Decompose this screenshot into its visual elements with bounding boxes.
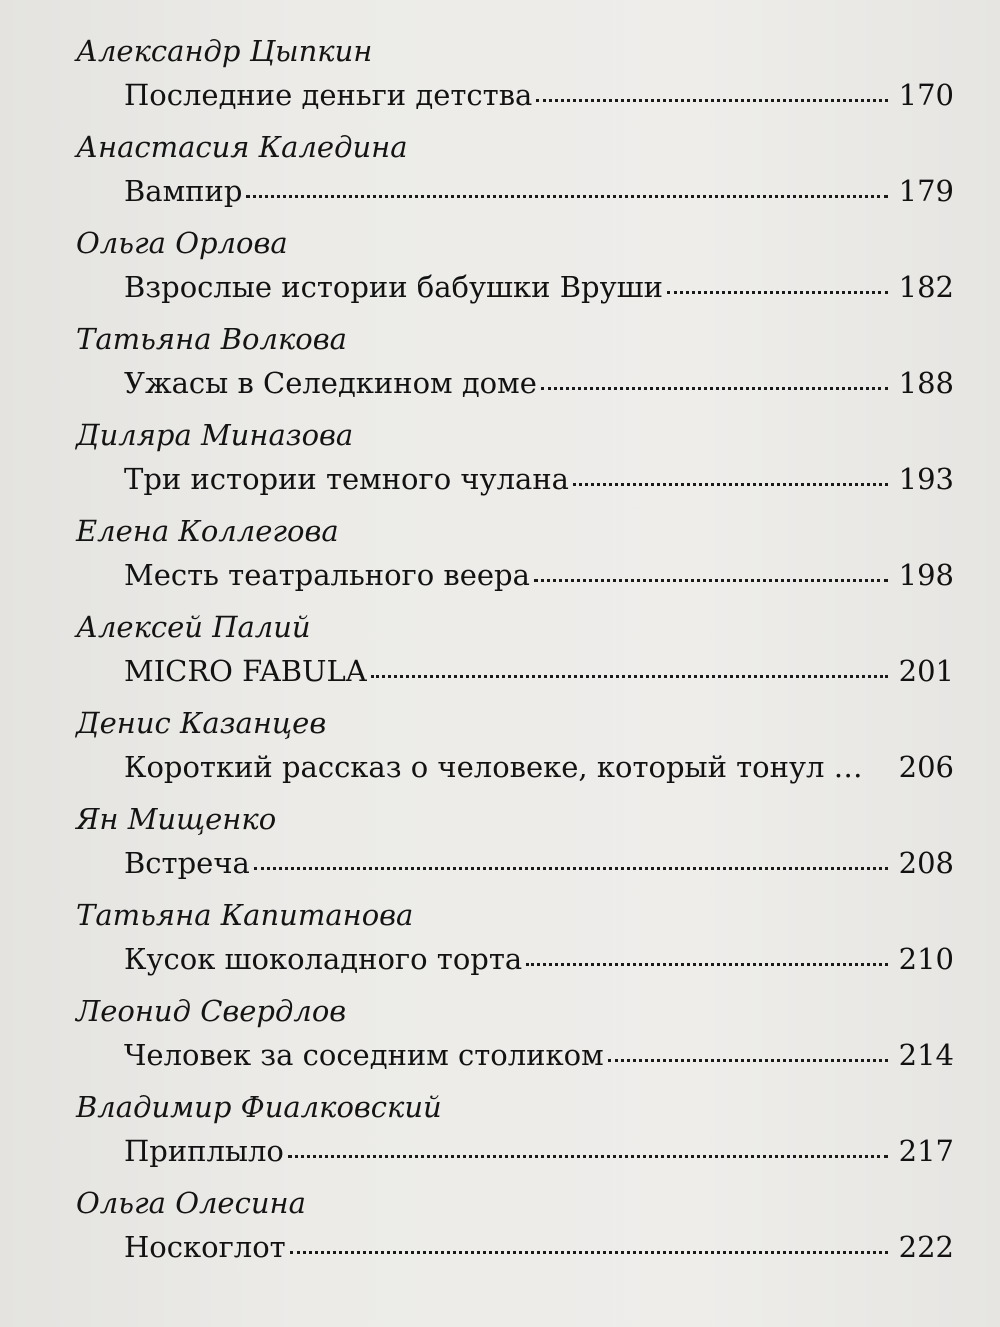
toc-page-number: 193 bbox=[898, 462, 954, 496]
toc-page-number: 198 bbox=[898, 558, 954, 592]
toc-entry bbox=[76, 1084, 954, 1180]
dot-leader bbox=[573, 483, 888, 486]
dot-leader bbox=[608, 1059, 888, 1062]
toc-line[interactable] bbox=[124, 1127, 954, 1175]
toc-line[interactable] bbox=[124, 71, 954, 119]
toc-line[interactable] bbox=[124, 455, 954, 503]
toc-entry bbox=[76, 796, 954, 892]
toc-page-number: 217 bbox=[898, 1134, 954, 1168]
dot-leader bbox=[288, 1155, 888, 1158]
dot-leader bbox=[526, 963, 888, 966]
toc-line[interactable] bbox=[124, 551, 954, 599]
toc-entry bbox=[76, 28, 954, 124]
toc-author: Александр Цыпкин bbox=[76, 34, 373, 68]
toc-entry bbox=[76, 124, 954, 220]
toc-title: Месть театрального веера bbox=[124, 558, 530, 592]
toc-title: Носкоглот bbox=[124, 1230, 286, 1264]
toc-entry bbox=[76, 508, 954, 604]
toc-page-number: 201 bbox=[898, 654, 954, 688]
dot-leader bbox=[371, 675, 888, 678]
toc-entry bbox=[76, 412, 954, 508]
toc-entry bbox=[76, 604, 954, 700]
toc-line[interactable] bbox=[124, 359, 954, 407]
toc-title: Взрослые истории бабушки Вруши bbox=[124, 270, 663, 304]
dot-leader bbox=[290, 1251, 888, 1254]
toc-entry bbox=[76, 892, 954, 988]
toc-title: Вампир bbox=[124, 174, 243, 208]
toc-page-number: 179 bbox=[898, 174, 954, 208]
toc-line[interactable] bbox=[124, 647, 954, 695]
toc-entry bbox=[76, 1180, 954, 1276]
toc-author: Ян Мищенко bbox=[76, 802, 277, 836]
toc-line[interactable] bbox=[124, 839, 954, 887]
toc-page-number: 182 bbox=[898, 270, 954, 304]
toc-author: Елена Коллегова bbox=[76, 514, 339, 548]
toc-page-number: 170 bbox=[898, 78, 954, 112]
toc-page-number: 222 bbox=[898, 1230, 954, 1264]
toc-title: Ужасы в Селедкином доме bbox=[124, 366, 537, 400]
toc-author: Владимир Фиалковский bbox=[76, 1090, 442, 1124]
toc-line[interactable] bbox=[124, 263, 954, 311]
toc-title: Кусок шоколадного торта bbox=[124, 942, 523, 976]
toc-line[interactable] bbox=[124, 743, 954, 791]
toc-author: Алексей Палий bbox=[76, 610, 311, 644]
toc-author: Ольга Олесина bbox=[76, 1186, 306, 1220]
toc-author: Диляра Миназова bbox=[76, 418, 354, 452]
toc-line[interactable] bbox=[124, 167, 954, 215]
toc-page-number: 208 bbox=[898, 846, 954, 880]
dot-leader bbox=[254, 867, 888, 870]
toc-author: Ольга Орлова bbox=[76, 226, 288, 260]
toc-entry bbox=[76, 988, 954, 1084]
toc-entry bbox=[76, 700, 954, 796]
toc-title: Последние деньги детства bbox=[124, 78, 533, 112]
dot-leader bbox=[541, 387, 888, 390]
toc-title: MICRO FABULA bbox=[124, 654, 367, 688]
dot-leader bbox=[534, 579, 888, 582]
toc-line[interactable] bbox=[124, 935, 954, 983]
toc-page-number: 206 bbox=[898, 750, 954, 784]
toc-entry bbox=[76, 316, 954, 412]
dot-leader bbox=[246, 195, 888, 198]
toc-entry bbox=[76, 220, 954, 316]
toc-title: Встреча bbox=[124, 846, 250, 880]
toc-line[interactable] bbox=[124, 1223, 954, 1271]
toc-author: Денис Казанцев bbox=[76, 706, 327, 740]
toc-title: Короткий рассказ о человеке, который тонул … bbox=[124, 750, 863, 784]
toc-page-number: 214 bbox=[898, 1038, 954, 1072]
toc-line[interactable] bbox=[124, 1031, 954, 1079]
toc-author: Леонид Свердлов bbox=[76, 994, 347, 1028]
dot-leader bbox=[667, 291, 888, 294]
toc-title: Человек за соседним столиком bbox=[124, 1038, 604, 1072]
dot-leader bbox=[536, 99, 888, 102]
toc-author: Татьяна Капитанова bbox=[76, 898, 414, 932]
toc-author: Анастасия Каледина bbox=[76, 130, 408, 164]
toc-page-number: 210 bbox=[898, 942, 954, 976]
toc-title: Приплыло bbox=[124, 1134, 284, 1168]
table-of-contents bbox=[76, 28, 954, 1276]
toc-title: Три истории темного чулана bbox=[124, 462, 569, 496]
toc-page-number: 188 bbox=[898, 366, 954, 400]
toc-author: Татьяна Волкова bbox=[76, 322, 347, 356]
